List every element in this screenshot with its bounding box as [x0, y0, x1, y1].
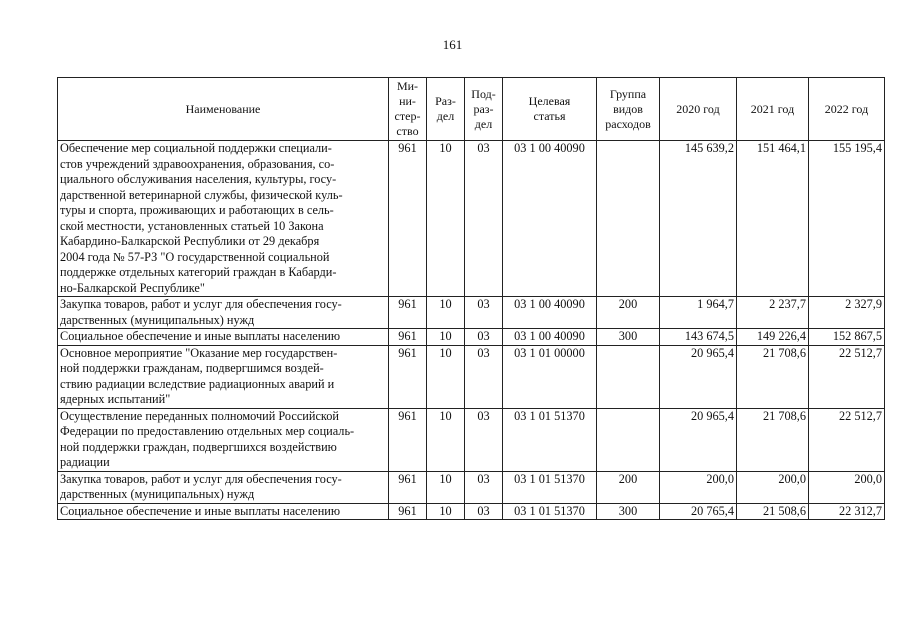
row-section: 10	[427, 471, 465, 503]
row-name: Обеспечение мер социальной поддержки специали- стов учреждений здравоохранения, образования, со- циального обслуживания населения, культуры, госу- дарственной ветеринарной службы, физической куль- туры и спорта, проживающих и работающих в сель- ской местности, установленных статьей 10 Закона Кабардино-Балкарской Республики от 29 декабря 2004 года № 57-РЗ "О государственной социальной поддержке отдельных категорий граждан в Кабарди- но-Балкарской Республике"	[58, 141, 389, 297]
row-2021: 21 508,6	[737, 503, 809, 520]
row-2020: 20 765,4	[660, 503, 737, 520]
row-ministry: 961	[389, 141, 427, 297]
row-ministry: 961	[389, 329, 427, 346]
row-2020: 143 674,5	[660, 329, 737, 346]
row-ministry: 961	[389, 503, 427, 520]
row-2022: 2 327,9	[809, 297, 885, 329]
header-2020: 2020 год	[660, 78, 737, 141]
row-2022: 22 512,7	[809, 345, 885, 408]
row-2022: 22 312,7	[809, 503, 885, 520]
row-2021: 149 226,4	[737, 329, 809, 346]
row-section: 10	[427, 329, 465, 346]
row-2022: 152 867,5	[809, 329, 885, 346]
row-2021: 151 464,1	[737, 141, 809, 297]
table-row	[58, 329, 885, 346]
row-expense-group	[597, 345, 660, 408]
table-body	[58, 141, 885, 520]
header-name: Наименование	[58, 78, 389, 141]
row-2021: 21 708,6	[737, 345, 809, 408]
row-2020: 1 964,7	[660, 297, 737, 329]
row-ministry: 961	[389, 471, 427, 503]
header-2021: 2021 год	[737, 78, 809, 141]
table-row	[58, 345, 885, 408]
row-target: 03 1 01 00000	[503, 345, 597, 408]
row-subsection: 03	[465, 141, 503, 297]
row-section: 10	[427, 408, 465, 471]
row-2021: 200,0	[737, 471, 809, 503]
page-number: 161	[442, 37, 463, 52]
row-expense-group: 300	[597, 329, 660, 346]
row-section: 10	[427, 503, 465, 520]
row-2020: 20 965,4	[660, 345, 737, 408]
header-expense-group: Группа видов расходов	[597, 78, 660, 141]
row-target: 03 1 01 51370	[503, 408, 597, 471]
row-2020: 20 965,4	[660, 408, 737, 471]
row-subsection: 03	[465, 345, 503, 408]
row-2022: 22 512,7	[809, 408, 885, 471]
row-target: 03 1 01 51370	[503, 503, 597, 520]
table-row	[58, 471, 885, 503]
row-2021: 21 708,6	[737, 408, 809, 471]
header-target: Целевая статья	[503, 78, 597, 141]
row-2022: 200,0	[809, 471, 885, 503]
row-name: Основное мероприятие "Оказание мер государствен- ной поддержки гражданам, подвергшимся воздей- ствию радиации вследствие радиационных аварий и ядерных испытаний"	[58, 345, 389, 408]
row-subsection: 03	[465, 471, 503, 503]
table-row	[58, 141, 885, 297]
row-target: 03 1 01 51370	[503, 471, 597, 503]
row-expense-group	[597, 141, 660, 297]
row-ministry: 961	[389, 408, 427, 471]
row-subsection: 03	[465, 503, 503, 520]
row-expense-group: 300	[597, 503, 660, 520]
header-2022: 2022 год	[809, 78, 885, 141]
row-name: Социальное обеспечение и иные выплаты населению	[58, 329, 389, 346]
row-ministry: 961	[389, 297, 427, 329]
row-2020: 200,0	[660, 471, 737, 503]
header-section: Раз- дел	[427, 78, 465, 141]
row-section: 10	[427, 297, 465, 329]
row-name: Осуществление переданных полномочий Российской Федерации по предоставлению отдельных мер социаль- ной поддержки граждан, подвергшихся воздействию радиации	[58, 408, 389, 471]
row-target: 03 1 00 40090	[503, 141, 597, 297]
row-expense-group	[597, 408, 660, 471]
header-ministry: Ми- ни- стер- ство	[389, 78, 427, 141]
table-row	[58, 408, 885, 471]
row-name: Закупка товаров, работ и услуг для обеспечения госу- дарственных (муниципальных) нужд	[58, 297, 389, 329]
row-name: Социальное обеспечение и иные выплаты населению	[58, 503, 389, 520]
row-2022: 155 195,4	[809, 141, 885, 297]
row-subsection: 03	[465, 297, 503, 329]
row-ministry: 961	[389, 345, 427, 408]
row-2020: 145 639,2	[660, 141, 737, 297]
header-row	[58, 78, 885, 141]
budget-table	[57, 77, 885, 520]
row-section: 10	[427, 345, 465, 408]
header-subsection: Под- раз- дел	[465, 78, 503, 141]
row-expense-group: 200	[597, 297, 660, 329]
table-row	[58, 503, 885, 520]
row-expense-group: 200	[597, 471, 660, 503]
row-section: 10	[427, 141, 465, 297]
table-row	[58, 297, 885, 329]
row-2021: 2 237,7	[737, 297, 809, 329]
row-target: 03 1 00 40090	[503, 329, 597, 346]
row-target: 03 1 00 40090	[503, 297, 597, 329]
row-subsection: 03	[465, 329, 503, 346]
row-subsection: 03	[465, 408, 503, 471]
row-name: Закупка товаров, работ и услуг для обеспечения госу- дарственных (муниципальных) нужд	[58, 471, 389, 503]
